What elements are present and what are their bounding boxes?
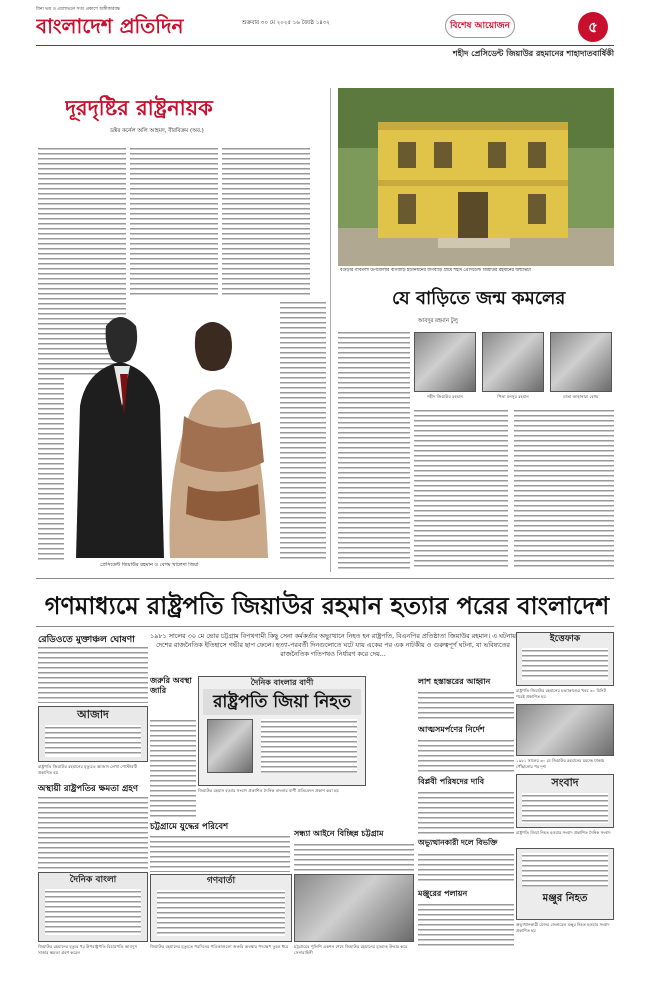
arrival-caption: ১৯৮১ সালের ৩০ মে জিয়াউর রহমানের মরদেহ ঢাকায় পৌঁছানোর পর দৃশ্য [516, 758, 605, 769]
subhead-body-handover: লাশ হস্তান্তরের আহ্বান [418, 677, 491, 686]
manzur-caption: অভ্যুত্থানকারী মেজর জেনারেল মঞ্জুর নিহত হওয়ার সংবাদ প্রকাশিত হয় [516, 922, 610, 933]
section-divider [36, 578, 614, 579]
article2-text-col2 [414, 408, 508, 570]
column-divider [330, 88, 331, 572]
chittagong-war-text [150, 834, 290, 872]
portrait-caption: শহীদ জিয়াউর রহমান [427, 394, 463, 399]
gonobarta-caption: জিয়াউর রহমানের মৃত্যুতে পরদিনের পত্রিকাগুলো জরুরি অবস্থার পদক্ষেপ তুলে ধরে [150, 944, 289, 949]
emergency-text [150, 718, 196, 818]
page-number-badge: ৫ [578, 12, 608, 42]
portrait-row [414, 332, 614, 404]
article2-text-col3 [514, 408, 614, 570]
dainik-bangla-clipping [38, 872, 148, 942]
chittagong-photo [294, 874, 414, 942]
surrender-text [418, 738, 514, 772]
article1-byline: ডক্টর কর্নেল অলি আহমদ, বীরবিক্রম (অব.) [110, 128, 204, 134]
section2-headline: গণমাধ্যমে রাষ্ট্রপতি জিয়াউর রহমান হত্যার পরের বাংলাদেশ [44, 592, 610, 620]
subhead-escape: মঞ্জুরের পলায়ন [418, 889, 468, 898]
article2-photo-caption: বগুড়ার গাবতলী উপজেলার বাগবাড়ি ইউনিয়নের বাগবাড়ি গ্রামে শহীদ প্রেসিডেন্ট জিয়াউর রহমানের জন্মভিটা [340, 268, 531, 273]
banglar-bani-headline: রাষ্ট্রপতি জিয়া নিহত [203, 689, 361, 715]
subhead-split: অভ্যুত্থানকারী দলে বিভক্তি [418, 838, 498, 847]
azad-caption: রাষ্ট্রপতি জিয়াউর রহমানের মৃত্যুতে আজাদ লেখা পোস্টারটি প্রকাশিত হয় [38, 764, 137, 775]
article2-headline: যে বাড়িতে জন্ম কমলের [392, 288, 566, 309]
body-handover-text [418, 690, 514, 720]
article1-text-wrap [38, 376, 64, 562]
banglar-bani-masthead: দৈনিক বাংলার বাণী [250, 678, 314, 687]
masthead-rule [36, 45, 614, 46]
article1-text-col2 [130, 146, 218, 296]
subhead-curfew: সন্ধ্যা আইনে বিচ্ছিন্ন চট্টগ্রাম [294, 829, 384, 838]
sangbad-caption: রাষ্ট্রপতি জিয়া নিহত হওয়ার সংবাদ প্রকাশিত দৈনিক সংবাদ [516, 830, 611, 835]
article1-photo [66, 296, 278, 558]
dainik-bangla-masthead: দৈনিক বাংলা [69, 875, 117, 885]
portrait-zia [414, 332, 476, 392]
section2-intro: ১৯৮১ সালের ৩০ মে ভোর চট্টগ্রাম বিপথগামী কিছু সেনা কর্মকর্তার অভ্যুত্থানে নিহত হন রাষ্ট্রপতি, বিএনপির প্রতিষ্ঠাতা জিয়াউর রহমান। এ ঘটনায় দেশের রাজনৈতিক ইতিহাসে গভীর ছাপ ফেলে। হত্যা-পরবর্তী দিনগুলোতে ঘটে যায় একের পর এক নাটকীয় ও গুরুত্বপূর্ণ ঘটনা, যা ভবিষ্যতের রাজনৈতিক গতিপথও নির্ধারণ করে দেয়... [150, 632, 516, 658]
escape-text [418, 902, 514, 946]
ittefaq-clipping [516, 632, 614, 686]
subhead-council: বিপ্লবী পরিষদের দাবি [418, 777, 485, 786]
article1-headline: দূরদৃষ্টির রাষ্ট্রনায়ক [65, 96, 213, 120]
article2-text-col1 [338, 330, 410, 570]
manzur-clipping [516, 848, 614, 920]
subhead-emergency: জরুরি অবস্থা জারি [150, 676, 192, 695]
banglar-bani-caption: জিয়াউর রহমান হত্যার সংবাদ প্রকাশিত দৈনিক বাংলার বাণী প্রতিবেদন প্রকাশ করা হয় [198, 788, 339, 793]
radio-text [38, 645, 148, 703]
banglar-bani-clipping [198, 676, 366, 786]
gonobarta-masthead: গণবার্তা [206, 876, 236, 886]
arrival-photo [516, 704, 614, 756]
curfew-text [294, 842, 414, 872]
subhead-acting-president: অস্থায়ী রাষ্ট্রপতির ক্ষমতা গ্রহণ [38, 784, 139, 794]
banner: শহীদ প্রেসিডেন্ট জিয়াউর রহমানের শাহাদাতবার্ষিকী [452, 49, 614, 58]
subhead-radio: রেডিওতে মুক্তাঞ্চল ঘোষণা [38, 635, 135, 645]
clipping-text [261, 719, 357, 773]
portrait-caption: মাতা জাহানারা বেগম [563, 394, 599, 399]
article2-photo [338, 88, 614, 266]
chittagong-photo-caption: চট্টগ্রামের পুলিশি একশন শেষে জিয়াউর রহমানের মৃতদেহ উদ্ধার করে সেনাবাহিনী [294, 944, 408, 955]
masthead-logo: বাংলাদেশ প্রতিদিন [36, 14, 184, 38]
portrait-father [482, 332, 544, 392]
article1-text-wrap-right [280, 300, 326, 562]
ittefaq-caption: রাষ্ট্রপতি জিয়াউর রহমানের হত্যাকাণ্ডের খবর ৩০ মিনিট পরেই প্রকাশিত হয় [516, 688, 606, 699]
sangbad-masthead: সংবাদ [551, 776, 579, 789]
subhead-surrender: আত্মসমর্পণের নির্দেশ [418, 725, 485, 734]
clipping-portrait [207, 719, 253, 773]
portrait-caption: পিতা মনসুর রহমান [497, 394, 529, 399]
masthead-tagline: বিনা ভয় ও প্রলোভনে সত্য প্রকাশে অঙ্গীকারবদ্ধ [36, 7, 121, 12]
couple-illustration [66, 296, 278, 558]
house-illustration [338, 88, 614, 266]
gonobarta-clipping [150, 874, 292, 942]
section2-rule [36, 626, 614, 627]
portrait-mother [550, 332, 612, 392]
manzur-headline: মঞ্জুর নিহত [542, 893, 588, 904]
ittefaq-masthead: ইত্তেফাক [549, 634, 581, 644]
section-logo: বিশেষ আয়োজন [449, 21, 511, 31]
split-text [418, 852, 514, 884]
article1-text-col3 [222, 146, 310, 298]
subhead-chittagong-war: চট্টগ্রামে যুদ্ধের পরিবেশ [150, 822, 229, 832]
article2-byline: আবদুর রহমান টুলু [418, 318, 458, 324]
dainik-bangla-caption: জিয়াউর রহমানের মৃত্যুর পর উপরাষ্ট্রপতি বিচারপতি আবদুস সাত্তার ক্ষমতা গ্রহণ করেন [38, 944, 137, 955]
azad-clipping [38, 706, 148, 762]
azad-masthead: আজাদ [77, 708, 109, 721]
council-text [418, 790, 514, 834]
sangbad-clipping [516, 774, 614, 828]
section-logo-frame [445, 14, 515, 38]
acting-president-text [38, 795, 148, 869]
article1-photo-caption: প্রেসিডেন্ট জিয়াউর রহমান ও বেগম খালেদা জিয়া [100, 562, 199, 568]
masthead-date: শুক্রবার ৩০ মে ২০২৫ ১৬ জ্যৈষ্ঠ ১৪৩২ [242, 20, 330, 26]
